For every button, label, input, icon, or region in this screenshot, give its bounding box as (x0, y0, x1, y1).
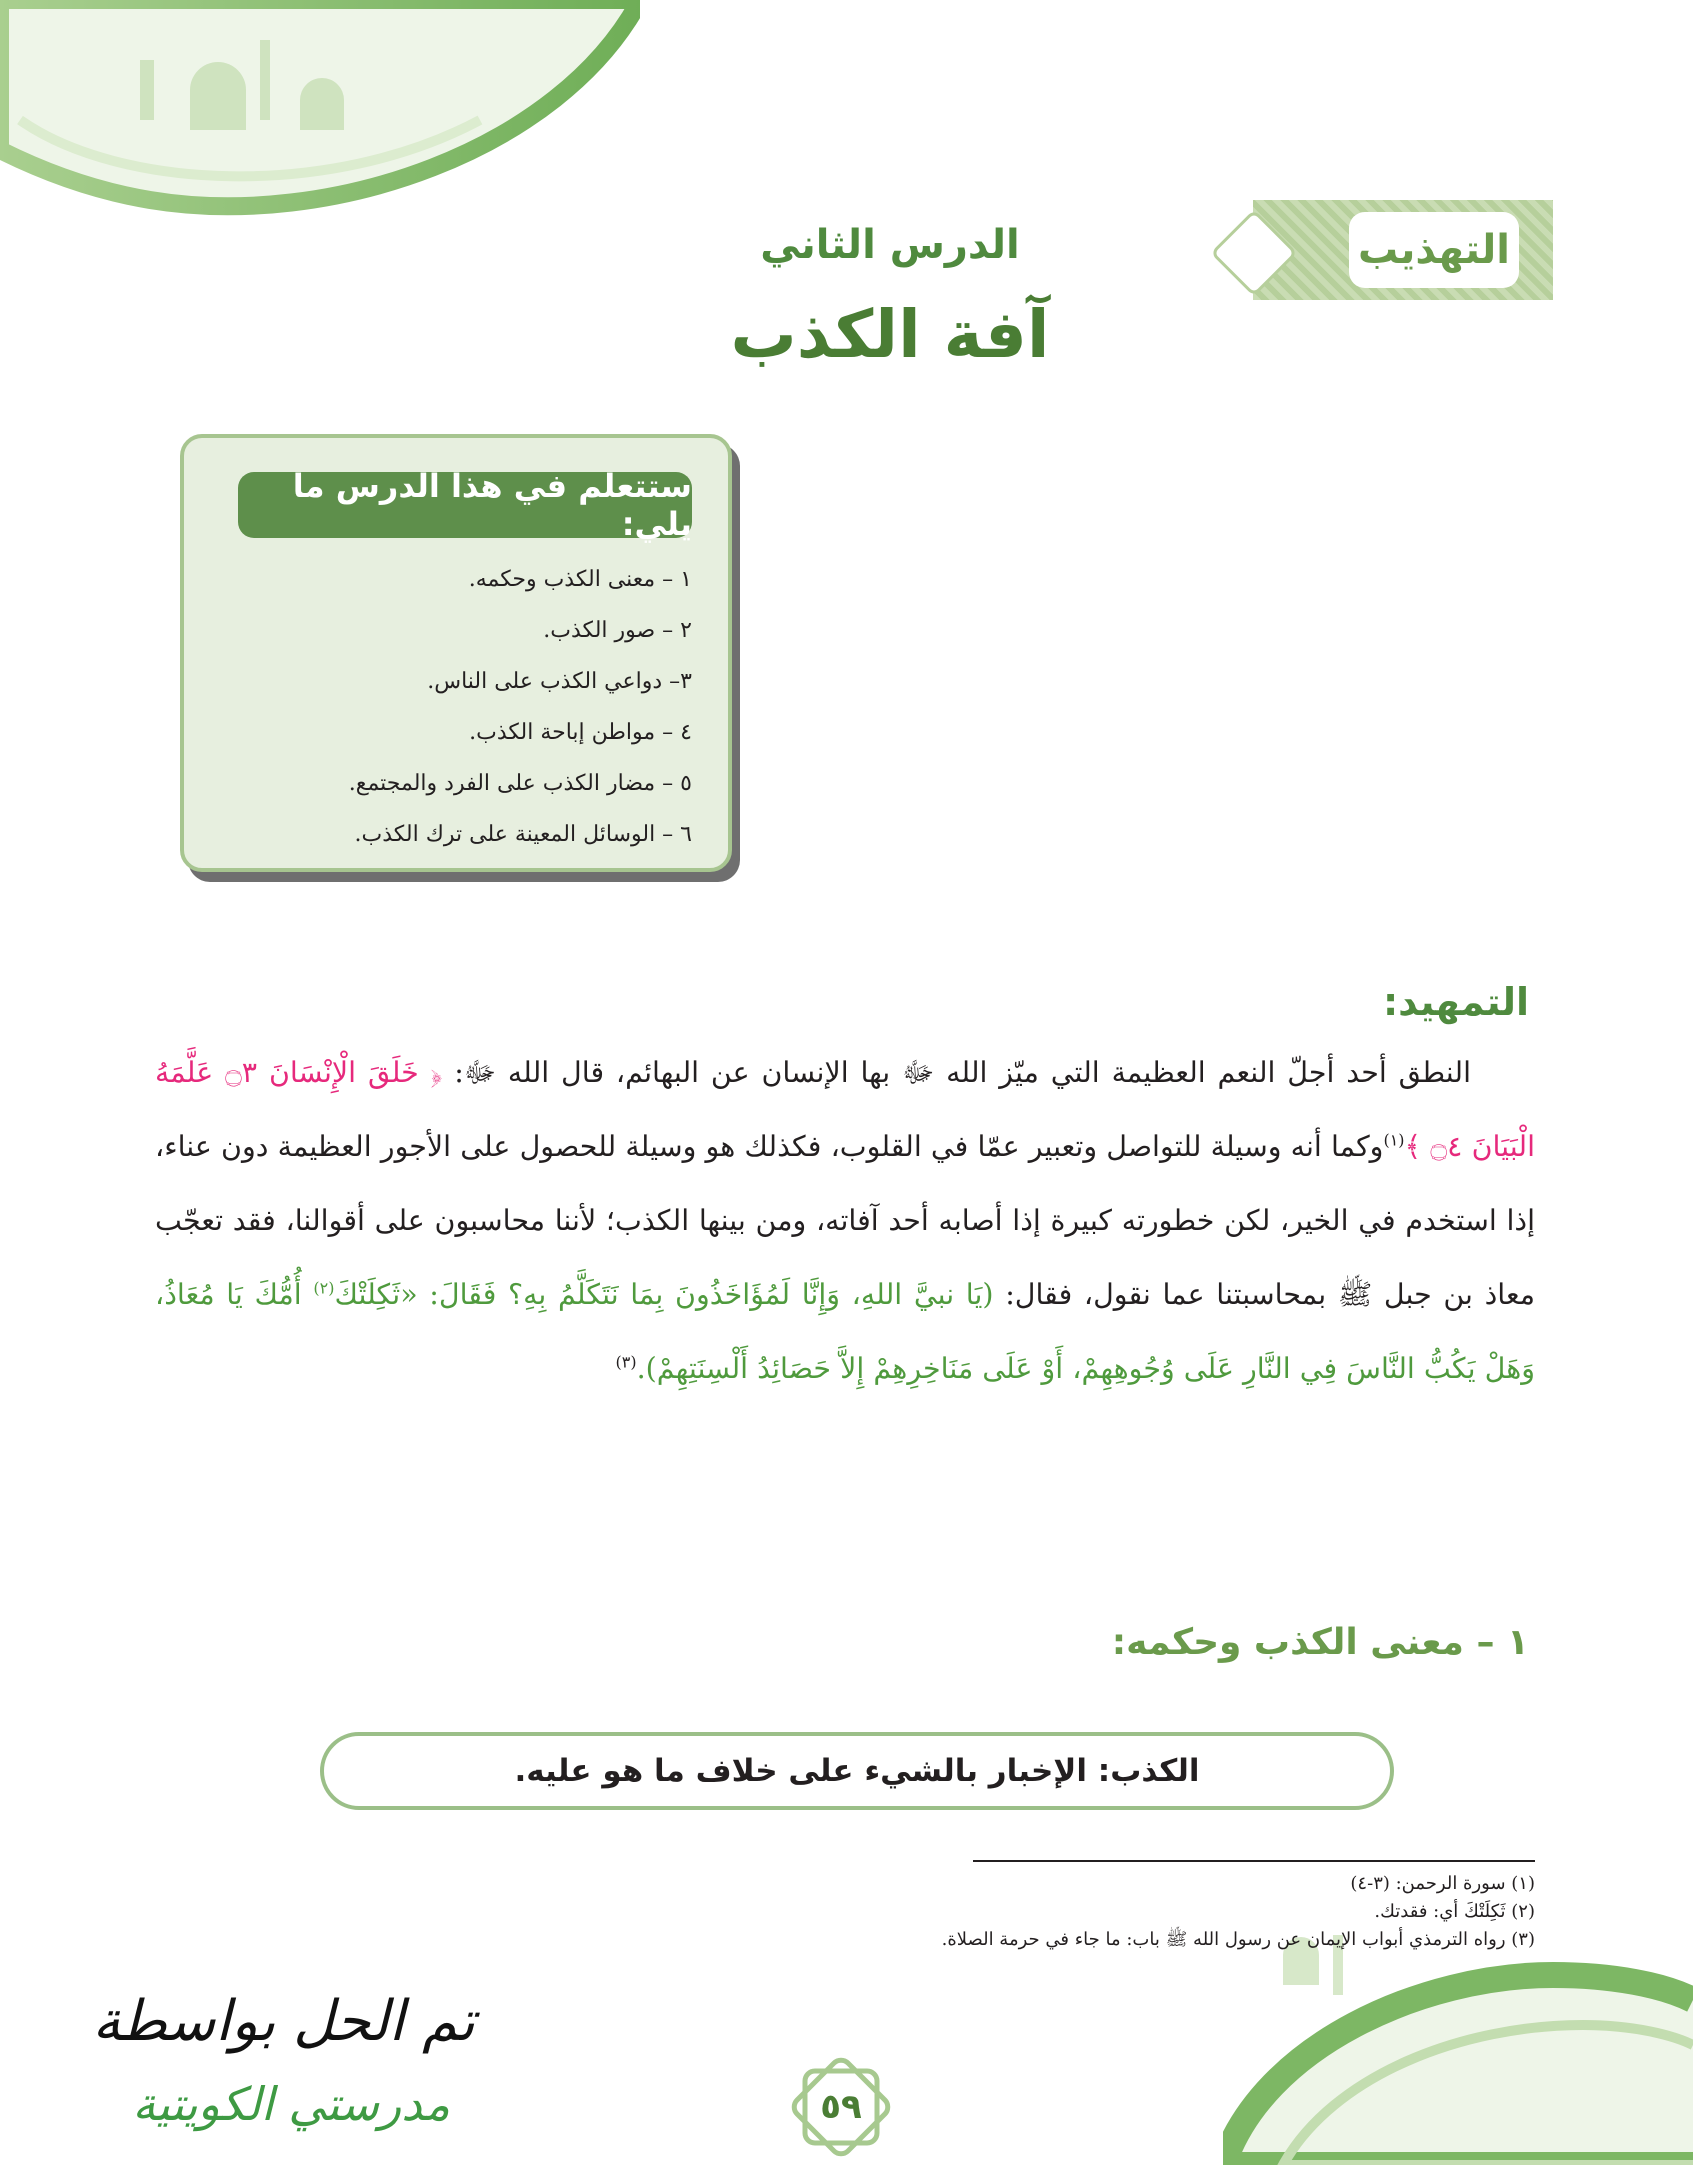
footnote-ref-2: (٢) (313, 1278, 335, 1298)
intro-text-2: وكما أنه وسيلة للتواصل وتعبير عمّا في القلوب، فكذلك هو وسيلة للحصول على الأجور العظيمة دون عناء، إذا استخدم في الخير، لكن خطورته كبيرة إذا أصابه أحد آفاته، ومن بينها الكذب؛ لأننا محاسبون على أقوالنا، فقد تعجّب معاذ بن جبل ﷺ بمحاسبتنا عما نقول، فقال: (155, 1130, 1536, 1311)
subject-tag (1253, 200, 1553, 300)
intro-text-1: النطق أحد أجلّ النعم العظيمة التي ميّز الله ﷻ بها الإنسان عن البهائم، قال الله ﷻ: (454, 1056, 1472, 1089)
footnote-ref-1: (١) (1383, 1130, 1405, 1150)
footnote-ref-3: (٣) (615, 1352, 637, 1372)
footnote: (٢) ثَكِلَتْكَ أي: فقدتك. (1374, 1901, 1535, 1922)
list-item: ٥ – مضار الكذب على الفرد والمجتمع. (348, 771, 692, 796)
quran-verse: ﴿ خَلَقَ الْإِنْسَانَ ۝٣ عَلَّمَهُ الْبَيَانَ ۝٤ ﴾ (155, 1056, 1535, 1163)
definition-box: الكذب: الإخبار بالشيء على خلاف ما هو عليه. (320, 1732, 1394, 1810)
list-item: ٢ – صور الكذب. (543, 618, 692, 643)
objectives-list (252, 554, 692, 860)
page-number: ٥٩ (820, 2087, 862, 2127)
intro-heading: التمهيد: (1382, 980, 1529, 1024)
watermark-line-2: مدرستي الكويتية (132, 2077, 450, 2131)
watermark (20, 1970, 490, 2150)
hadith-text-1: (يَا نبيَّ اللهِ، وَإِنَّا لَمُؤَاخَذُونَ بِمَا نَتَكَلَّمُ بِهِ؟ فَقَالَ: «ثَكِلَتْكَ (334, 1278, 994, 1311)
watermark-line-1: تم الحل بواسطة (92, 1989, 475, 2054)
footnotes (635, 1870, 1535, 1954)
footnote: (١) سورة الرحمن: (٣-٤) (1350, 1873, 1535, 1894)
footnote-divider (973, 1860, 1535, 1862)
section-heading: ١ – معنى الكذب وحكمه: (1111, 1622, 1529, 1663)
objectives-box (180, 434, 732, 872)
lesson-number: الدرس الثاني (760, 222, 1020, 268)
footnote: (٣) رواه الترمذي أبواب الإيمان عن رسول الله ﷺ باب: ما جاء في حرمة الصلاة. (941, 1929, 1535, 1950)
list-item: ٣– دواعي الكذب على الناس. (427, 669, 692, 694)
intro-paragraph (155, 1036, 1535, 1406)
subject-label: التهذيب (1349, 212, 1519, 288)
objectives-header: ستتعلم في هذا الدرس ما يلي: (238, 472, 692, 538)
list-item: ٦ – الوسائل المعينة على ترك الكذب. (354, 822, 692, 847)
list-item: ٤ – مواطن إباحة الكذب. (469, 720, 692, 745)
hadith-text-2: أُمُّكَ يَا مُعَاذُ، وَهَلْ يَكُبُّ النَّاسَ فِي النَّارِ عَلَى وُجُوهِهِمْ، أَوْ عَلَى مَنَاخِرِهِمْ إِلاَّ حَصَائِدُ أَلْسِنَتِهِمْ). (155, 1278, 1535, 1385)
corner-decoration-top (0, 0, 640, 240)
lesson-title: آفة الكذب (730, 296, 1050, 373)
ornament-icon (1210, 209, 1298, 297)
list-item: ١ – معنى الكذب وحكمه. (468, 567, 692, 592)
